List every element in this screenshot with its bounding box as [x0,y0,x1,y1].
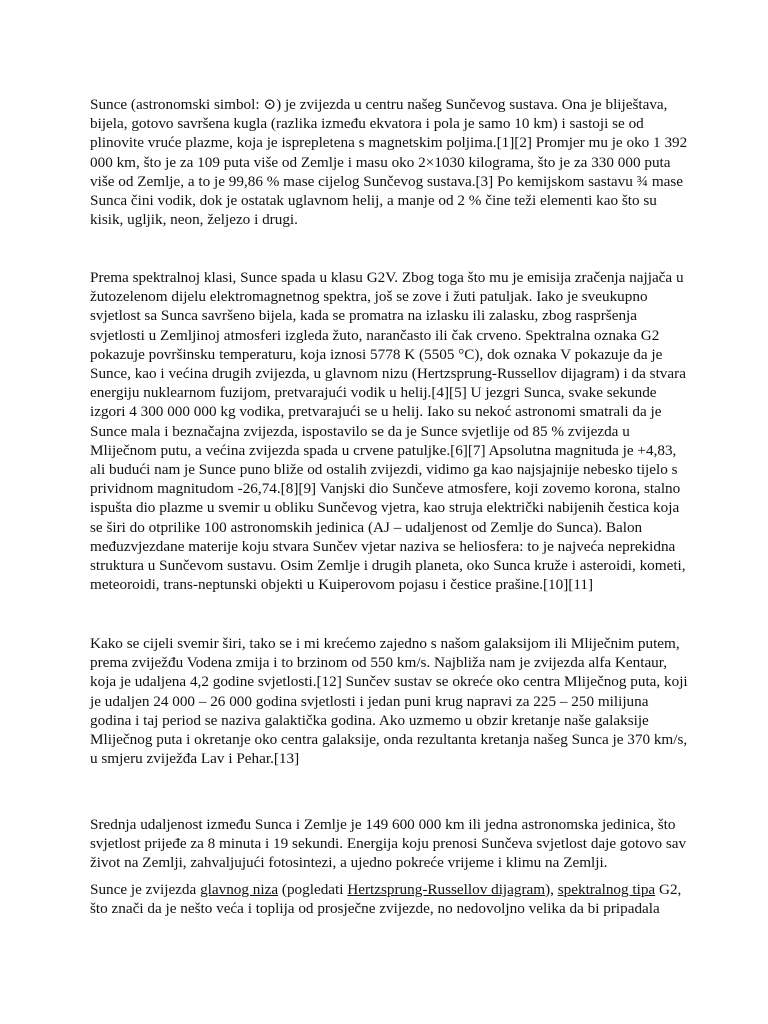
link-hr-dijagram[interactable]: Hertzsprung-Russellov dijagram [347,881,546,898]
text-segment: G2, što znači da je nešto veća i toplija od prosječne zvijezde, no nedovoljno velika da bi pripadala [90,881,682,918]
paragraph-main-sequence [90,880,690,918]
paragraph-intro: Sunce (astronomski simbol: ⊙) je zvijezda u centru našeg Sunčevog sustava. Ona je bliještava, bijela, gotovo savršena kugla (razlika između ekvatora i pola je samo 10 km) i sastoji se od plinovite vruće plazme, koja je isprepletena s magnetskim poljima.[1][2] Promjer mu je oko 1 392 000 km, što je za 109 puta više od Zemlje i masu oko 2×1030 kilograma, što je za 330 000 puta više od Zemlje, a to je 99,86 % mase cijelog Sunčevog sustava.[3] Po kemijskom sastavu ¾ mase Sunca čini vodik, dok je ostatak uglavnom helij, a manje od 2 % čine teži elementi kao što su kisik, ugljik, neon, željezo i drugi. [90,96,688,229]
paragraph-galactic-motion: Kako se cijeli svemir širi, tako se i mi krećemo zajedno s našom galaksijom ili Mliječnim putem, prema zviježđu Vodena zmija i to brzinom od 550 km/s. Najbliža nam je zvijezda alfa Kentaur, koja je udaljena 4,2 godine svjetlosti.[12] Sunčev sustav se okreće oko centra Mliječnog puta, koji je udaljen 24 000 – 26 000 godina svjetlosti i jedan puni krug napravi za 225 – 250 milijuna godina i taj period se naziva galaktička godina. Ako uzmemo u obzir kretanje naše galaksije Mliječnog puta i okretanje oko centra galaksije, onda rezultanta kretanja našeg Sunca je 370 km/s, u smjeru zviježđa Lav i Pehar.[13] [90,635,688,768]
text-segment: ), [545,881,558,898]
paragraph-distance: Srednja udaljenost između Sunca i Zemlje je 149 600 000 km ili jedna astronomska jedinica, što svjetlost prijeđe za 8 minuta i 19 sekundi. Energija koju prenosi Sunčeva svjetlost daje gotovo sav život na Zemlji, zahvaljujući fotosintezi, a ujedno pokreće vrijeme i klimu na Zemlji. [90,816,687,872]
link-spektralnog-tipa[interactable]: spektralnog tipa [557,881,656,898]
text-segment: Sunce je zvijezda [90,881,201,898]
link-glavnog-niza[interactable]: glavnog niza [200,881,279,898]
paragraph-spectral-class: Prema spektralnoj klasi, Sunce spada u klasu G2V. Zbog toga što mu je emisija zračenja najjača u žutozelenom dijelu elektromagnetnog spektra, još se zove i žuti patuljak. Iako je sveukupno svjetlost sa Sunca savršeno bijela, kada se promatra na izlasku ili zalasku, zbog raspršenja svjetlosti u Zemljinoj atmosferi izgleda žuto, narančasto ili čak crveno. Spektralna oznaka G2 pokazuje površinsku temperaturu, koja iznosi 5778 K (5505 °C), dok oznaka V pokazuje da je Sunce, kao i većina drugih zvijezda, u glavnom nizu (Hertzsprung-Russellov dijagram) i da stvara energiju nuklearnom fuzijom, pretvarajući vodik u helij.[4][5] U jezgri Sunca, svake sekunde izgori 4 300 000 000 kg vodika, pretvarajući se u helij. Iako su nekoć astronomi smatrali da je Sunce mala i beznačajna zvijezda, ispostavilo se da je Sunce svjetlije od 85 % zvijezda u Mliječnom putu, a većina zvijezda spada u crvene patuljke.[6][7] Apsolutna magnituda je +4,83, ali budući nam je Sunce puno bliže od ostalih zvijezdi, vidimo ga kao najsjajnije nebesko tijelo s prividnom magnitudom -26,74.[8][9] Vanjski dio Sunčeve atmosfere, koji zovemo korona, stalno ispušta dio plazme u svemir u obliku Sunčevog vjetra, kao struja električki nabijenih čestica koja se širi do otprilike 100 astronomskih jedinica (AJ – udaljenost od Zemlje do Sunca). Balon međuzvjezdane materije koju stvara Sunčev vjetar naziva se heliosfera: to je najveća neprekidna struktura u Sunčevom sustavu. Osim Zemlje i drugih planeta, oko Sunca kruže i asteroidi, kometi, meteoroidi, trans-neptunski objekti u Kuiperovom pojasu i čestice prašine.[10][11] [90,269,686,594]
text-segment: (pogledati [278,881,348,898]
